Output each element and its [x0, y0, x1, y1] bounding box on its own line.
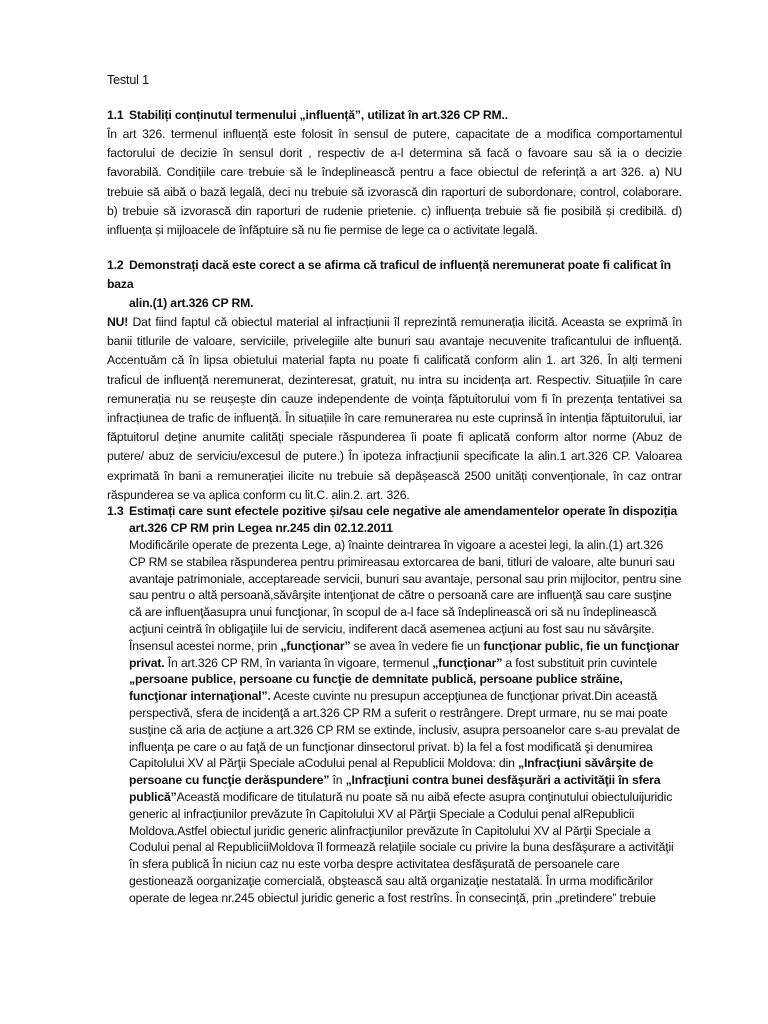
section-1-3-text-4: a fost substituit prin cuvintele [502, 655, 658, 670]
section-1-3-heading [107, 503, 682, 537]
section-1-3-bold-5: „Infracţiuni săvârşite de persoane cu funcţie derăspundere” [129, 756, 654, 788]
section-1-3-text-6: în [329, 773, 346, 788]
section-1-2 [107, 256, 682, 505]
section-1-1 [107, 106, 682, 240]
section-1-3-bold-6: „Infracţiuni contra bunei desfăşurări a activităţii în sfera publică” [129, 773, 661, 804]
section-1-3-number: 1.3 [107, 504, 124, 518]
document-title: Testul 1 [107, 73, 149, 87]
section-1-2-number: 1.2 [107, 258, 124, 272]
section-1-3-text-2: se avea în vedere fie un [350, 638, 484, 653]
section-1-3-text-1: Modificările operate de prezenta Lege, a) înainte deintrarea în vigoare a acestei legi, la alin.(1) art.326 CP RM se stabilea răspunderea pentru primireasau extorcarea de bani, titluri de valoare, alte bunuri sau avantaje patrimoniale, acceptareade servicii, bunuri sau avantaje, personal sau prin mijlocitor, pentru sine sau pentru o altă persoană,săvârşite intenţionat de către o persoană care are influenţă sau care susţine că are influenţăasupra unui funcţionar, în scopul de a-l face să îndeplinească ori să nu îndeplinească acţiuni ceintră în obligaţiile lui de serviciu, indiferent dacă asemenea acţiuni au fost sau nu săvârşite. Însensul acestei norme, prin [129, 538, 682, 653]
section-1-1-heading-text: Stabiliți conținutul termenului „influență”, utilizat în art.326 CP RM.. [129, 108, 509, 122]
section-1-2-heading-line1: Demonstrați dacă este corect a se afirma că traficul de influență neremunerat poate fi calificat în baza [107, 258, 671, 291]
section-1-3-text-5: Aceste cuvinte nu presupun accepţiunea de funcţionar privat.Din această perspectivă, sfera de incidenţă a art.326 CP RM a suferit o restrângere. Drept urmare, nu se mai poate susţine că aria de acţiune a art.326 CP RM se extinde, inclusiv, asupra persoanelor care s-au prevalat de influenţa pe care o au faţă de un funcţionar dinsectorul privat. b) la fel a fost modificată şi denumirea Capitolului XV al Părţii Speciale aCodului penal al Republicii Moldova: din [129, 689, 680, 771]
section-1-1-heading [107, 106, 682, 125]
section-1-1-number: 1.1 [107, 108, 124, 122]
section-1-3-text-3: În art.326 CP RM, în varianta în vigoare, termenul [164, 655, 433, 670]
section-1-2-heading-line2: alin.(1) art.326 CP RM. [129, 296, 254, 310]
section-1-2-heading [107, 256, 682, 313]
section-1-3 [107, 503, 682, 907]
section-1-3-body [107, 537, 682, 907]
section-1-3-bold-2: funcţionar public, fie un funcţionar privat. [129, 638, 680, 670]
section-1-3-bold-3: „funcţionar” [432, 655, 503, 670]
section-1-1-body: În art 326. termenul influență este folosit în sensul de putere, capacitate de a modifica comportamentul factorului de decizie în sensul dorit , respectiv de a-l determina să facă o favoare sau să ia o decizie favorabilă. Condițiile care trebuie să le îndeplinească pentru a face obiectul de referință a art 326. a) NU trebuie să aibă o bază legală, deci nu trebuie să izvorască din raporturi de subordonare, control, colaborare. b) trebuie să izvorască din raporturi de rudenie prietenie. c) influența trebuie să fie posibilă și credibilă. d) influența și mijloacele de înfăptuire să nu fie permise de lege ca o activitate legală. [107, 127, 682, 238]
section-1-2-body-text: Dat fiind faptul că obiectul material al infracțiunii îl reprezintă remunerația ilicită. Aceasta se exprimă în banii titlurile de valoare, serviciile, privelegiile alte bunuri sau avantaje necuvenite traficantului de influență. Accentuăm că în lipsa obietului material fapta nu poate fi calificată conform alin 1. art 326. În alți termeni traficul de influență neremunerat, dezinteresat, gratuit, nu intra su incidența art. Respectiv. Situațiile în care remunerația nu se reușește din cauze independente de voința făptuitorului vom fi în prezența tentativei sa infracțiunea de trafic de influență. În situațiile în care remunerarea nu este cuprinsă în intenția făptuitorului, iar făptuitorul deține anumite calități speciale răspunderea îi poate fi aplicată conform altor norme (Abuz de putere/ abuz de serviciu/excesul de putere.) În ipoteza infracțiunii specificate la alin.1 art.326 CP. Valoarea exprimată în bani a remunerației ilicite nu trebuie să depășească 2500 unități convenționale, în caz ontrar răspunderea se va aplica conform cu lit.C. alin.2. art. 326. [107, 315, 682, 502]
section-1-3-text-7: Această modificare de titulatură nu poate să nu aibă efecte asupra conţinutului obiectuluijuridic generic al infracţiunilor prevăzute în Capitolului XV al Părţii Speciale a Codului penal alRepublicii Moldova.Astfel obiectul juridic generic alinfracţiunilor prevăzute în Capitolului XV al Părţii Speciale a Codului penal al RepubliciiMoldova îl formează relaţiile sociale cu privire la buna desfăşurare a activităţii în sfera publică În niciun caz nu este vorba despre activitatea desfăşurată de persoanele care gestionează oorganizaţie comercială, obştească sau altă organizaţie nestatală. În urma modificărilor operate de legea nr.245 obiectul juridic generic a fost restrîns. În consecinţă, prin „pretindere” trebuie [129, 789, 674, 905]
section-1-2-lead: NU! [107, 315, 129, 329]
section-1-2-body [107, 313, 682, 505]
section-1-3-bold-4: „persoane publice, persoane cu funcţie de demnitate publică, persoane publice străine, funcţionar internaţional”. [129, 672, 623, 704]
section-1-3-bold-1: „funcţionar” [280, 638, 351, 653]
section-1-3-heading-line2: art.326 CP RM prin Legea nr.245 din 02.12.2011 [129, 521, 393, 535]
section-1-3-heading-line1: Estimați care sunt efectele pozitive și/sau cele negative ale amendamentelor operate în dispoziția [129, 504, 678, 518]
